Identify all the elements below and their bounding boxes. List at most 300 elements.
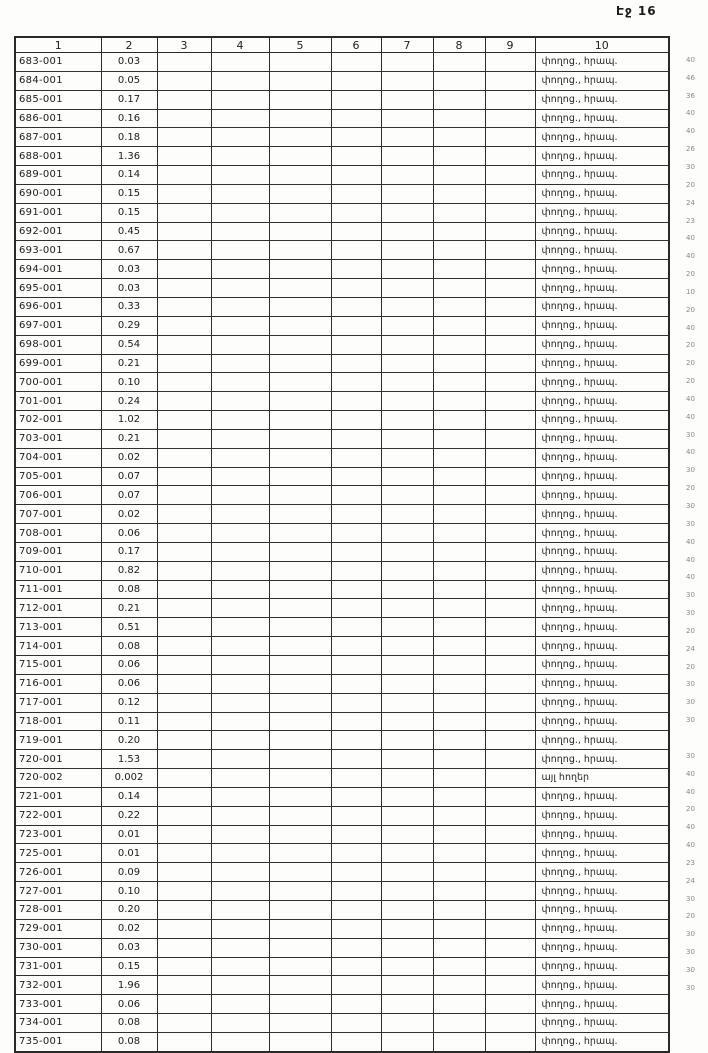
margin-mark: 30 (686, 430, 695, 439)
cell-empty (433, 90, 485, 109)
cell-empty (331, 90, 381, 109)
cell-value: 0.08 (101, 1014, 157, 1033)
cell-usage: փողոց., հրապ. (535, 787, 669, 806)
cell-empty (485, 844, 535, 863)
cell-empty (433, 373, 485, 392)
cell-empty (485, 919, 535, 938)
margin-column (676, 51, 706, 997)
cell-code: 695-001 (15, 279, 101, 298)
cell-empty (157, 411, 211, 430)
cell-empty (157, 260, 211, 279)
cell-empty (433, 166, 485, 185)
cell-empty (381, 184, 433, 203)
cell-empty (381, 147, 433, 166)
cell-empty (211, 957, 269, 976)
cell-empty (381, 109, 433, 128)
table-row (15, 166, 669, 185)
cell-usage: փողոց., հրապ. (535, 316, 669, 335)
cell-code: 702-001 (15, 411, 101, 430)
cell-empty (433, 71, 485, 90)
cell-empty (485, 316, 535, 335)
cell-empty (331, 825, 381, 844)
cell-code: 720-002 (15, 769, 101, 788)
cell-value: 0.08 (101, 580, 157, 599)
cell-empty (157, 900, 211, 919)
cell-empty (381, 392, 433, 411)
margin-mark: 30 (686, 680, 695, 689)
cell-empty (485, 411, 535, 430)
cell-code: 691-001 (15, 203, 101, 222)
cell-empty (331, 561, 381, 580)
cell-empty (269, 373, 331, 392)
table-body (15, 53, 669, 1052)
cell-empty (157, 335, 211, 354)
cell-empty (381, 1032, 433, 1051)
cell-usage: փողոց., հրապ. (535, 297, 669, 316)
table-row (15, 335, 669, 354)
table-row (15, 90, 669, 109)
cell-empty (433, 674, 485, 693)
cell-value: 0.02 (101, 448, 157, 467)
cell-empty (211, 203, 269, 222)
cell-empty (269, 109, 331, 128)
cell-empty (269, 90, 331, 109)
cell-empty (485, 637, 535, 656)
cell-code: 716-001 (15, 674, 101, 693)
cell-value: 0.45 (101, 222, 157, 241)
cell-code: 731-001 (15, 957, 101, 976)
cell-empty (211, 599, 269, 618)
cell-empty (211, 297, 269, 316)
cell-empty (211, 392, 269, 411)
margin-mark: 40 (686, 234, 695, 243)
table-row (15, 769, 669, 788)
margin-mark: 30 (686, 698, 695, 707)
cell-empty (485, 806, 535, 825)
cell-empty (157, 166, 211, 185)
cell-value: 0.18 (101, 128, 157, 147)
cell-empty (157, 938, 211, 957)
cell-empty (433, 769, 485, 788)
cell-empty (331, 806, 381, 825)
cell-empty (433, 561, 485, 580)
table-row (15, 392, 669, 411)
cell-code: 698-001 (15, 335, 101, 354)
cell-empty (269, 731, 331, 750)
cell-empty (433, 429, 485, 448)
cell-empty (433, 222, 485, 241)
cell-empty (269, 53, 331, 72)
cell-empty (485, 297, 535, 316)
cell-empty (211, 486, 269, 505)
cell-empty (381, 448, 433, 467)
cell-empty (331, 618, 381, 637)
cell-empty (269, 882, 331, 901)
cell-empty (269, 128, 331, 147)
cell-empty (331, 580, 381, 599)
cell-usage: փողոց., հրապ. (535, 882, 669, 901)
cell-empty (381, 637, 433, 656)
cell-empty (269, 844, 331, 863)
cell-empty (331, 467, 381, 486)
cell-empty (269, 392, 331, 411)
cell-empty (157, 580, 211, 599)
table-row (15, 599, 669, 618)
cell-empty (157, 241, 211, 260)
cell-usage: փողոց., հրապ. (535, 599, 669, 618)
cell-empty (157, 561, 211, 580)
cell-empty (331, 1032, 381, 1051)
data-table-wrap (14, 36, 670, 1053)
cell-empty (485, 279, 535, 298)
cell-empty (269, 863, 331, 882)
cell-usage: փողոց., հրապ. (535, 90, 669, 109)
margin-mark: 40 (686, 252, 695, 261)
cell-empty (485, 109, 535, 128)
cell-empty (211, 900, 269, 919)
cell-empty (331, 166, 381, 185)
margin-mark: 23 (686, 858, 695, 867)
cell-value: 0.24 (101, 392, 157, 411)
cell-value: 0.15 (101, 184, 157, 203)
cell-code: 733-001 (15, 995, 101, 1014)
cell-value: 0.01 (101, 844, 157, 863)
cell-usage: այլ հողեր (535, 769, 669, 788)
cell-empty (211, 354, 269, 373)
table-row (15, 618, 669, 637)
cell-empty (381, 297, 433, 316)
cell-empty (433, 354, 485, 373)
cell-empty (157, 203, 211, 222)
cell-empty (211, 618, 269, 637)
cell-empty (485, 580, 535, 599)
cell-empty (211, 731, 269, 750)
margin-mark: 40 (686, 448, 695, 457)
cell-empty (485, 1032, 535, 1051)
cell-empty (269, 561, 331, 580)
cell-code: 689-001 (15, 166, 101, 185)
cell-empty (485, 882, 535, 901)
cell-empty (269, 203, 331, 222)
cell-code: 685-001 (15, 90, 101, 109)
cell-value: 0.51 (101, 618, 157, 637)
cell-empty (381, 769, 433, 788)
table-row (15, 316, 669, 335)
cell-code: 715-001 (15, 656, 101, 675)
cell-value: 0.03 (101, 279, 157, 298)
cell-empty (211, 750, 269, 769)
cell-code: 725-001 (15, 844, 101, 863)
cell-empty (433, 750, 485, 769)
cell-empty (485, 825, 535, 844)
cell-usage: փողոց., հրապ. (535, 203, 669, 222)
table-row (15, 900, 669, 919)
cell-empty (269, 674, 331, 693)
cell-empty (269, 957, 331, 976)
cell-empty (381, 203, 433, 222)
margin-mark: 20 (686, 662, 695, 671)
cell-empty (269, 354, 331, 373)
cell-empty (331, 524, 381, 543)
cell-empty (485, 863, 535, 882)
cell-empty (331, 354, 381, 373)
cell-empty (381, 524, 433, 543)
cell-empty (331, 674, 381, 693)
cell-empty (157, 844, 211, 863)
cell-empty (211, 825, 269, 844)
margin-mark: 30 (686, 894, 695, 903)
cell-empty (331, 731, 381, 750)
table-row (15, 882, 669, 901)
table-row (15, 109, 669, 128)
table-row (15, 637, 669, 656)
cell-empty (433, 900, 485, 919)
margin-mark: 30 (686, 965, 695, 974)
cell-empty (433, 279, 485, 298)
cell-code: 690-001 (15, 184, 101, 203)
cell-empty (269, 599, 331, 618)
cell-empty (157, 90, 211, 109)
table-row (15, 976, 669, 995)
cell-empty (331, 957, 381, 976)
cell-empty (157, 976, 211, 995)
cell-empty (269, 787, 331, 806)
cell-empty (157, 882, 211, 901)
cell-empty (269, 938, 331, 957)
cell-empty (157, 863, 211, 882)
cell-usage: փողոց., հրապ. (535, 411, 669, 430)
margin-mark: 40 (686, 573, 695, 582)
cell-code: 686-001 (15, 109, 101, 128)
cell-empty (157, 1032, 211, 1051)
cell-empty (157, 637, 211, 656)
cell-empty (269, 71, 331, 90)
cell-value: 1.53 (101, 750, 157, 769)
cell-value: 0.20 (101, 900, 157, 919)
cell-empty (269, 656, 331, 675)
cell-code: 732-001 (15, 976, 101, 995)
cell-empty (157, 769, 211, 788)
cell-code: 687-001 (15, 128, 101, 147)
cell-empty (381, 335, 433, 354)
cell-empty (211, 147, 269, 166)
cell-empty (269, 580, 331, 599)
cell-empty (211, 429, 269, 448)
cell-usage: փողոց., հրապ. (535, 542, 669, 561)
margin-mark: 40 (686, 841, 695, 850)
cell-empty (211, 712, 269, 731)
margin-mark: 30 (686, 591, 695, 600)
cell-empty (331, 938, 381, 957)
cell-empty (211, 863, 269, 882)
cell-usage: փողոց., հրապ. (535, 354, 669, 373)
cell-empty (211, 656, 269, 675)
margin-mark: 40 (686, 787, 695, 796)
cell-empty (331, 147, 381, 166)
cell-empty (485, 561, 535, 580)
cell-usage: փողոց., հրապ. (535, 524, 669, 543)
cell-empty (485, 260, 535, 279)
cell-empty (433, 656, 485, 675)
cell-empty (211, 128, 269, 147)
cell-empty (211, 71, 269, 90)
cell-empty (485, 599, 535, 618)
cell-value: 0.10 (101, 882, 157, 901)
cell-code: 704-001 (15, 448, 101, 467)
cell-empty (485, 166, 535, 185)
cell-code: 712-001 (15, 599, 101, 618)
cell-empty (381, 599, 433, 618)
cell-value: 0.002 (101, 769, 157, 788)
cell-value: 0.08 (101, 1032, 157, 1051)
cell-value: 0.10 (101, 373, 157, 392)
cell-empty (211, 260, 269, 279)
cell-empty (381, 693, 433, 712)
cell-usage: փողոց., հրապ. (535, 147, 669, 166)
cell-empty (485, 787, 535, 806)
cell-empty (331, 486, 381, 505)
cell-empty (381, 53, 433, 72)
cell-empty (433, 486, 485, 505)
cell-empty (269, 712, 331, 731)
cell-value: 0.15 (101, 957, 157, 976)
cell-code: 714-001 (15, 637, 101, 656)
column-header: 5 (269, 37, 331, 53)
cell-usage: փողոց., հրապ. (535, 900, 669, 919)
cell-empty (433, 844, 485, 863)
cell-empty (211, 467, 269, 486)
cell-usage: փողոց., հրապ. (535, 637, 669, 656)
margin-mark: 30 (686, 609, 695, 618)
cell-empty (433, 128, 485, 147)
cell-value: 0.07 (101, 486, 157, 505)
cell-usage: փողոց., հրապ. (535, 241, 669, 260)
table-row (15, 203, 669, 222)
cell-empty (433, 260, 485, 279)
cell-value: 0.16 (101, 109, 157, 128)
cell-empty (269, 976, 331, 995)
cell-empty (433, 882, 485, 901)
margin-mark: 40 (686, 823, 695, 832)
cell-empty (269, 467, 331, 486)
cell-empty (485, 769, 535, 788)
cell-empty (485, 674, 535, 693)
cell-empty (433, 203, 485, 222)
cell-usage: փողոց., հրապ. (535, 1032, 669, 1051)
cell-code: 718-001 (15, 712, 101, 731)
cell-empty (485, 1014, 535, 1033)
cell-code: 700-001 (15, 373, 101, 392)
cell-empty (433, 316, 485, 335)
cell-empty (381, 750, 433, 769)
margin-mark: 40 (686, 127, 695, 136)
cell-empty (433, 693, 485, 712)
table-row (15, 1032, 669, 1051)
cell-usage: փողոց., հրապ. (535, 938, 669, 957)
cell-empty (433, 712, 485, 731)
table-row (15, 53, 669, 72)
cell-empty (331, 260, 381, 279)
cell-usage: փողոց., հրապ. (535, 467, 669, 486)
cell-empty (331, 844, 381, 863)
margin-mark: 20 (686, 805, 695, 814)
cell-empty (331, 316, 381, 335)
cell-empty (157, 109, 211, 128)
cell-value: 0.17 (101, 90, 157, 109)
cell-empty (381, 712, 433, 731)
cell-empty (269, 919, 331, 938)
column-header: 8 (433, 37, 485, 53)
cell-empty (331, 863, 381, 882)
cell-empty (157, 787, 211, 806)
cell-empty (381, 241, 433, 260)
cell-usage: փողոց., հրապ. (535, 448, 669, 467)
cell-empty (269, 618, 331, 637)
cell-empty (433, 542, 485, 561)
cell-empty (211, 448, 269, 467)
cell-empty (485, 938, 535, 957)
margin-mark: 20 (686, 484, 695, 493)
cell-empty (269, 542, 331, 561)
cell-empty (269, 448, 331, 467)
margin-mark: 40 (686, 394, 695, 403)
cell-empty (485, 241, 535, 260)
cell-empty (269, 524, 331, 543)
cell-empty (211, 637, 269, 656)
cell-empty (485, 90, 535, 109)
cell-code: 728-001 (15, 900, 101, 919)
margin-mark: 20 (686, 341, 695, 350)
margin-mark: 30 (686, 930, 695, 939)
cell-value: 0.14 (101, 787, 157, 806)
cell-empty (381, 844, 433, 863)
cell-empty (269, 750, 331, 769)
column-header: 1 (15, 37, 101, 53)
cell-empty (381, 373, 433, 392)
cell-code: 734-001 (15, 1014, 101, 1033)
cell-empty (269, 166, 331, 185)
cell-empty (381, 787, 433, 806)
cell-empty (269, 316, 331, 335)
table-row (15, 222, 669, 241)
margin-mark: 23 (686, 216, 695, 225)
cell-empty (381, 580, 433, 599)
cell-value: 0.11 (101, 712, 157, 731)
cell-usage: փողոց., հրապ. (535, 486, 669, 505)
cell-empty (381, 467, 433, 486)
cell-usage: փողոց., հրապ. (535, 957, 669, 976)
cell-empty (269, 693, 331, 712)
margin-mark: 20 (686, 305, 695, 314)
cell-empty (331, 373, 381, 392)
cell-empty (381, 674, 433, 693)
cell-empty (331, 71, 381, 90)
cell-usage: փողոց., հրապ. (535, 505, 669, 524)
cell-value: 0.06 (101, 995, 157, 1014)
margin-mark: 24 (686, 876, 695, 885)
cell-usage: փողոց., հրապ. (535, 693, 669, 712)
cell-empty (485, 618, 535, 637)
table-row (15, 373, 669, 392)
column-header: 2 (101, 37, 157, 53)
table-row (15, 467, 669, 486)
cell-empty (381, 429, 433, 448)
cell-empty (157, 919, 211, 938)
table-row (15, 411, 669, 430)
cell-code: 699-001 (15, 354, 101, 373)
cell-value: 0.05 (101, 71, 157, 90)
cell-empty (381, 354, 433, 373)
